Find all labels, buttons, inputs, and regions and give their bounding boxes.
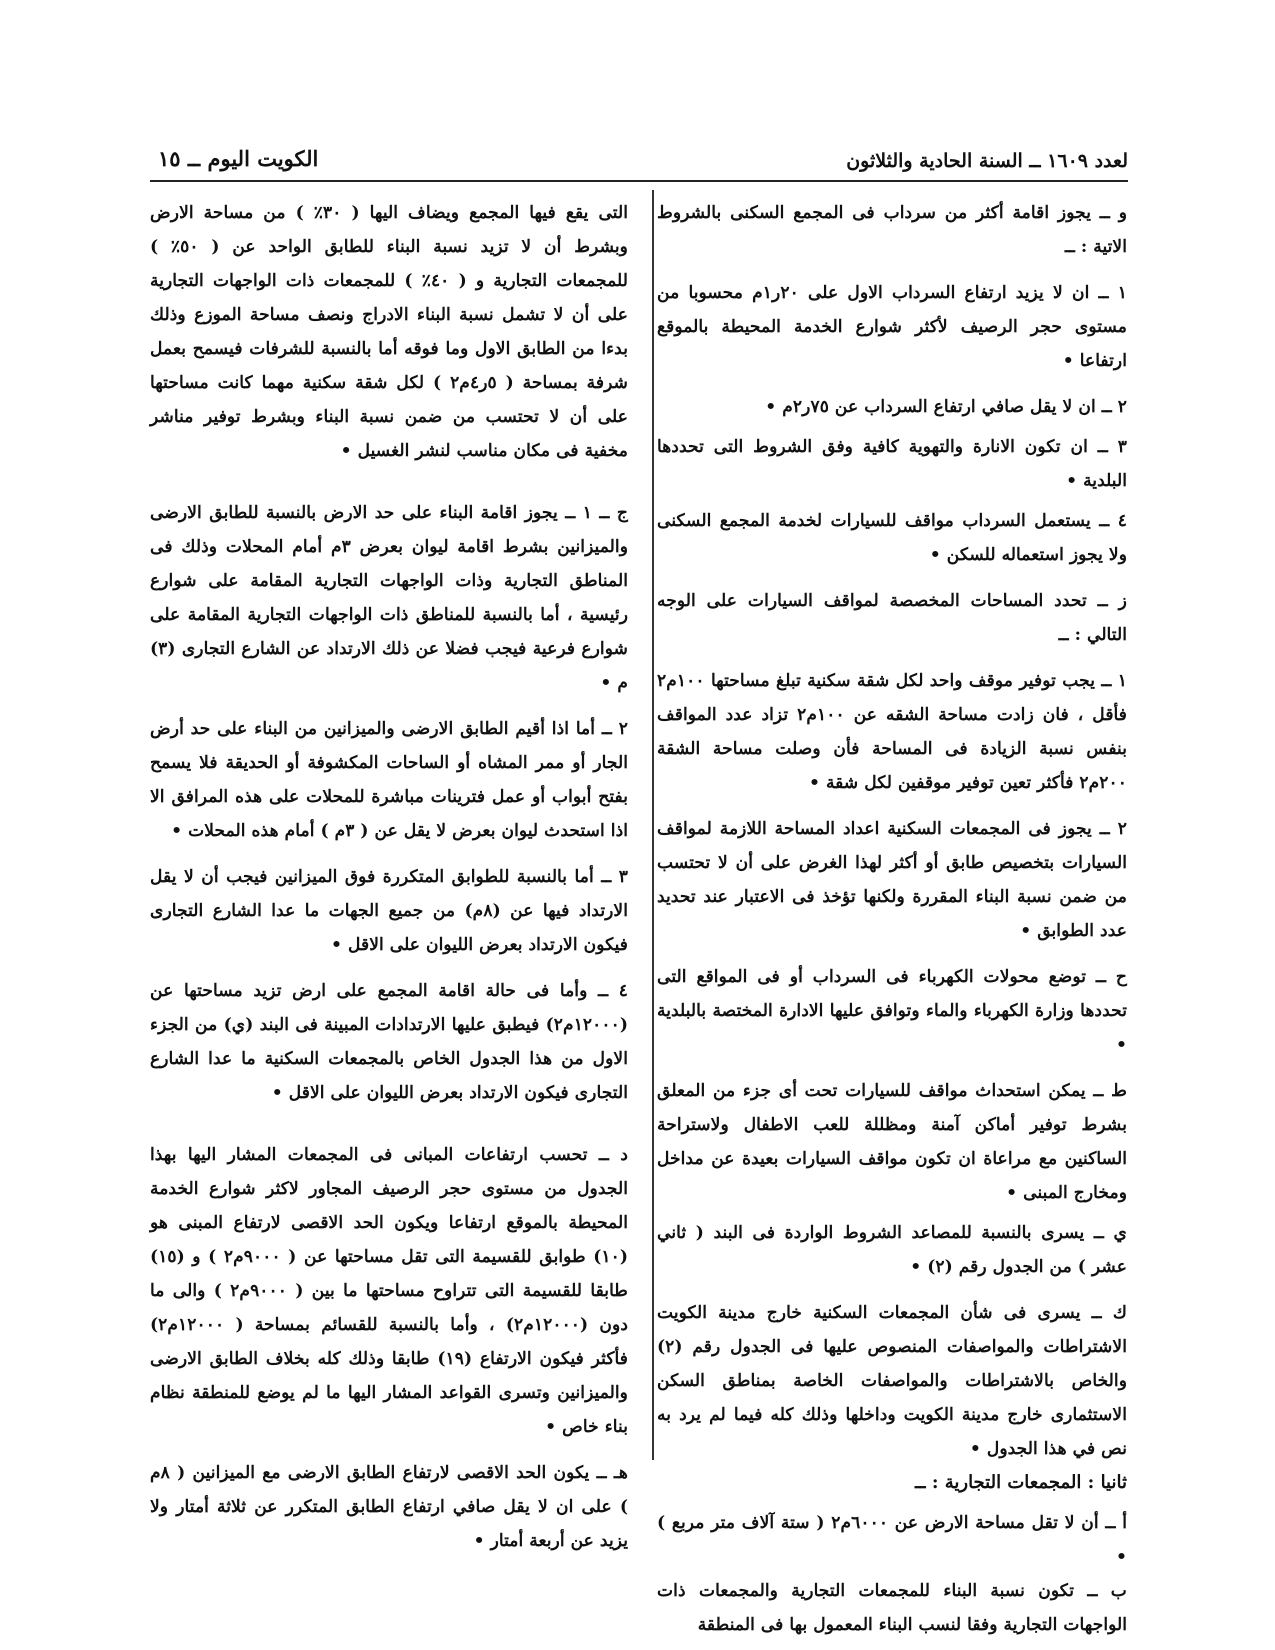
paragraph: ٤ ــ وأما فى حالة اقامة المجمع على ارض تزيد مساحتها عن (١٢٠٠٠م٢) فيطبق عليها الارتدادات المبينة فى البند (ي) من الجزء الاول من هذا الجدول الخاص بالمجمعات السكنية ما عدا الشارع التجارى فيكون الارتداد بعرض الليوان على الاقل • <box>150 981 628 1103</box>
paragraph: ٢ ــ أما اذا أقيم الطابق الارضى والميزانين من البناء على حد أرض الجار أو ممر المشاه أو الساحات المكشوفة أو الحديقة فلا يسمح بفتح أبواب أو عمل فترينات مباشرة للمحلات على هذه المرافق الا اذا استحدث ليوان بعرض لا يقل عن ( ٣م ) أمام هذه المحلات • <box>150 719 628 841</box>
page-header <box>150 140 1128 182</box>
column-divider <box>652 190 654 1460</box>
paragraph: ٢ ــ ان لا يقل صافي ارتفاع السرداب عن ٧٥ر٢م • <box>765 397 1127 417</box>
paragraph: ١ ــ ان لا يزيد ارتفاع السرداب الاول على ٢٠ر١م محسوبا من مستوى حجر الرصيف لأكثر شوارع الخدمة المحيطة بالموقع ارتفاعا • <box>657 283 1127 371</box>
paragraph: التى يقع فيها المجمع ويضاف اليها ( ٣٠٪ ) من مساحة الارض وبشرط أن لا تزيد نسبة البناء للطابق الواحد عن ( ٥٠٪ ) للمجمعات التجارية و ( ٤٠٪ ) للمجمعات ذات الواجهات التجارية على أن لا تشمل نسبة البناء الادراج ونصف مساحة الموزع وذلك بدءا من الطابق الاول وما فوقه أما بالنسبة للشرفات فيسمح بعمل شرفة بمساحة ( ٥ر٤م٢ ) لكل شقة سكنية مهما كانت مساحتها على أن لا تحتسب من ضمن نسبة البناء وبشرط توفير مناشر مخفية فى مكان مناسب لنشر الغسيل • <box>150 203 628 461</box>
paragraph: ز ــ تحدد المساحات المخصصة لمواقف السيارات على الوجه التالي : ــ <box>657 591 1127 645</box>
paragraph: ك ــ يسرى فى شأن المجمعات السكنية خارج مدينة الكويت الاشتراطات والمواصفات المنصوص عليها فى الجدول رقم (٢) والخاص بالاشتراطات والمواصفات الخاصة بمناطق السكن الاستثمارى خارج مدينة الكويت وداخلها وذلك كله فيما لم يرد به نص في هذا الجدول • <box>657 1303 1127 1459</box>
paragraph: ٣ ــ ان تكون الانارة والتهوية كافية وفق الشروط التى تحددها البلدية • <box>657 437 1127 491</box>
paragraph: أ ــ أن لا تقل مساحة الارض عن ٦٠٠٠م٢ ( ستة آلاف متر مربع ) • <box>657 1513 1127 1567</box>
left-column <box>150 196 628 1558</box>
paragraph: ط ــ يمكن استحداث مواقف للسيارات تحت أى جزء من المعلق بشرط توفير أماكن آمنة ومظللة للعب الاطفال ولاستراحة الساكنين مع مراعاة ان تكون مواقف السيارات بعيدة عن مداخل ومخارج المبنى • <box>657 1081 1127 1203</box>
right-column <box>657 196 1127 1642</box>
publication-page-number: الكويت اليوم ــ ١٥ <box>158 146 319 171</box>
paragraph: ٢ ــ يجوز فى المجمعات السكنية اعداد المساحة اللازمة لمواقف السيارات بتخصيص طابق أو أكثر لهذا الغرض على أن لا تحتسب من ضمن نسبة البناء المقررة ولكنها تؤخذ فى الاعتبار عند تحديد عدد الطوابق • <box>657 819 1127 941</box>
paragraph: ح ــ توضع محولات الكهرباء فى السرداب أو فى المواقع التى تحددها وزارة الكهرباء والماء وتوافق عليها الادارة المختصة بالبلدية • <box>657 967 1127 1055</box>
section-heading: ثانيا : المجمعات التجارية : ــ <box>915 1472 1127 1493</box>
issue-info: لعدد ١٦٠٩ ــ السنة الحادية والثلاثون <box>846 150 1128 172</box>
paragraph: ١ ــ يجب توفير موقف واحد لكل شقة سكنية تبلغ مساحتها ١٠٠م٢ فأقل ، فان زادت مساحة الشقه عن ١٠٠م٢ تزاد عدد المواقف بنفس نسبة الزيادة فى المساحة فأن وصلت مساحة الشقة ٢٠٠م٢ فأكثر تعين توفير موقفين لكل شقة • <box>657 671 1127 793</box>
paragraph: هـ ــ يكون الحد الاقصى لارتفاع الطابق الارضى مع الميزانين ( ٨م ) على ان لا يقل صافي ارتفاع الطابق المتكرر عن ثلاثة أمتار ولا يزيد عن أربعة أمتار • <box>150 1463 628 1551</box>
paragraph: ب ــ تكون نسبة البناء للمجمعات التجارية والمجمعات ذات الواجهات التجارية وفقا لنسب البناء المعمول بها فى المنطقة <box>657 1581 1127 1635</box>
paragraph: و ــ يجوز اقامة أكثر من سرداب فى المجمع السكنى بالشروط الاتية : ــ <box>657 203 1127 257</box>
paragraph: ي ــ يسرى بالنسبة للمصاعد الشروط الواردة فى البند ( ثاني عشر ) من الجدول رقم (٢) • <box>657 1223 1127 1277</box>
paragraph: ٤ ــ يستعمل السرداب مواقف للسيارات لخدمة المجمع السكنى ولا يجوز استعماله للسكن • <box>657 511 1127 565</box>
paragraph: ج ــ ١ ــ يجوز اقامة البناء على حد الارض بالنسبة للطابق الارضى والميزانين بشرط اقامة ليوان بعرض ٣م أمام المحلات وذلك فى المناطق التجارية وذات الواجهات التجارية المقامة على شوارع رئيسية ، أما بالنسبة للمناطق ذات الواجهات التجارية المقامة على شوارع فرعية فيجب فضلا عن ذلك الارتداد عن الشارع التجارى (٣) م • <box>150 503 628 693</box>
paragraph: د ــ تحسب ارتفاعات المبانى فى المجمعات المشار اليها بهذا الجدول من مستوى حجر الرصيف المجاور لاكثر شوارع الخدمة المحيطة بالموقع ارتفاعا ويكون الحد الاقصى لارتفاع المبنى هو (١٠) طوابق للقسيمة التى تقل مساحتها عن ( ٩٠٠٠م٢ ) و (١٥) طابقا للقسيمة التى تتراوح مساحتها ما بين ( ٩٠٠٠م٢ ) والى ما دون (١٢٠٠٠م٢) ، وأما بالنسبة للقسائم بمساحة ( ١٢٠٠٠م٢) فأكثر فيكون الارتفاع (١٩) طابقا وذلك كله بخلاف الطابق الارضى والميزانين وتسرى القواعد المشار اليها ما لم يوضع للمنطقة نظام بناء خاص • <box>150 1145 629 1437</box>
paragraph: ٣ ــ أما بالنسبة للطوابق المتكررة فوق الميزانين فيجب أن لا يقل الارتداد فيها عن (٨م) من جميع الجهات ما عدا الشارع التجارى فيكون الارتداد بعرض الليوان على الاقل • <box>150 867 628 955</box>
